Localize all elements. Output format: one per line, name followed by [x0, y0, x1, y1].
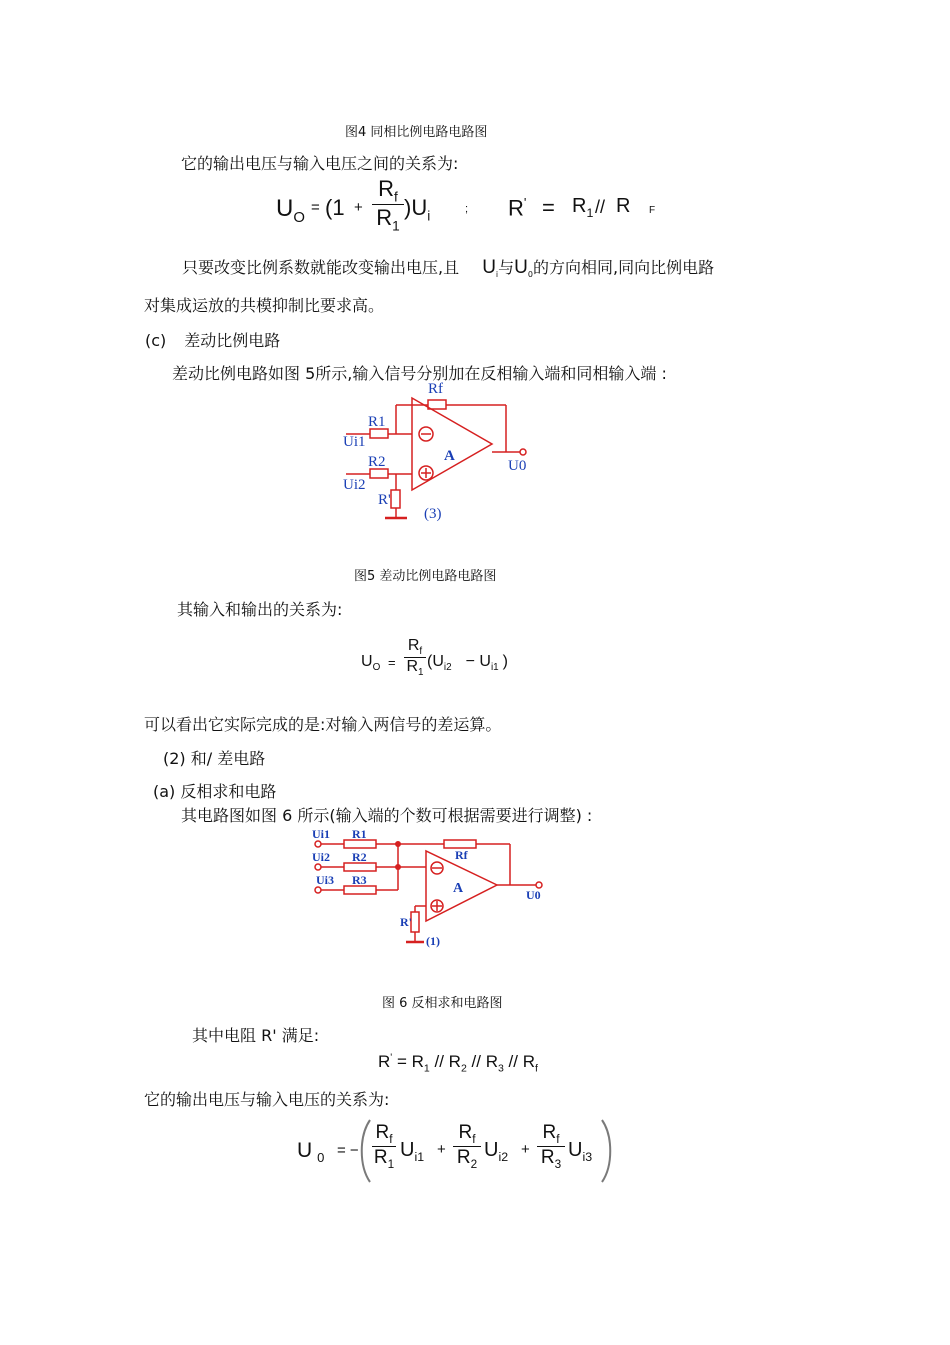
eq-fraction: $R_f$ $R_1$: [372, 176, 404, 234]
sum-plus-1: +: [437, 1141, 446, 1158]
sum-resistor-equation: $R' = R_1 // R_2 // R_3 // R_f$: [378, 1052, 538, 1075]
diff-label-r1: R1: [368, 414, 386, 430]
eq-r1: $R_1$: [572, 195, 594, 220]
left-paren: [358, 1118, 372, 1184]
right-paren: [600, 1118, 614, 1184]
eq-rf: R: [616, 195, 631, 217]
sum-label-ui3: Ui3: [316, 873, 334, 887]
sum-label-out: U0: [526, 888, 541, 902]
sum-term-u1: $U_{i1}$: [400, 1139, 425, 1164]
sum-label-rp: R': [400, 915, 412, 929]
sum-plus-2: +: [521, 1141, 530, 1158]
sum-label-r1: R1: [352, 827, 367, 841]
sum-resistor-intro: 其中电阻 R' 满足:: [192, 1026, 320, 1045]
eq-par: //: [595, 197, 606, 217]
diff-conclusion: 可以看出它实际完成的是:对输入两信号的差运算。: [144, 715, 502, 734]
noninv-paragraph-line1: 只要改变比例系数就能改变输出电压,且 $U_i$与$U_0$的方向相同,同向比例电路: [182, 257, 715, 280]
sum-frac-1: $R_f$ $R_1$: [373, 1122, 395, 1171]
eq-rf-sub: F: [649, 205, 656, 216]
diff-eq-rest: ($U_{i2} - U_{i1}$ ): [427, 653, 508, 674]
sum-label-ui2: Ui2: [312, 850, 330, 864]
sum-eq-lhs: U $_0$: [297, 1139, 325, 1166]
sum-label-amp: A: [453, 881, 464, 896]
eq-rprime: R': [508, 195, 527, 221]
eq-rp-eq: =: [542, 195, 555, 220]
diff-eq-fraction: $R_f$ $R_1$: [404, 637, 426, 678]
diff-label-ui2: Ui2: [343, 477, 366, 493]
eq-close: )$U_i$: [404, 195, 431, 224]
sum-label-ui1: Ui1: [312, 827, 330, 841]
sum-subheading: (a) 反相求和电路: [153, 782, 277, 801]
sum-frac-3: $R_f$ $R_3$: [537, 1122, 565, 1171]
diff-label-rf: Rf: [428, 381, 443, 397]
sum-heading: (2) 和/ 差电路: [163, 749, 266, 768]
fig6-caption: 图 6 反相求和电路图: [382, 996, 503, 1011]
eq-open: (1: [325, 195, 345, 220]
fig5-caption: 图5 差动比例电路电路图: [354, 569, 497, 584]
diff-label-r2: R2: [368, 454, 386, 470]
diff-heading: (c) 差动比例电路: [145, 331, 281, 350]
eq-lhs: $U_O$: [276, 195, 305, 226]
sum-frac-2: $R_f$ $R_2$: [453, 1122, 481, 1171]
sum-label-r3: R3: [352, 873, 367, 887]
diff-circuit-diagram: [340, 378, 540, 528]
diff-eq-equals: =: [388, 655, 396, 670]
noninv-relation-intro: 它的输出电压与输入电压之间的关系为:: [181, 154, 459, 173]
diff-label-rp: R': [378, 492, 391, 508]
sum-term-u3: $U_{i3}$: [568, 1139, 593, 1164]
sum-intro: 其电路图如图 6 所示(输入端的个数可根据需要进行调整) :: [181, 806, 593, 825]
sum-label-r2: R2: [352, 850, 367, 864]
opamp-triangle: [412, 398, 492, 490]
fig4-caption: 图4 同相比例电路电路图: [345, 125, 488, 140]
sum-eq-equals: = −: [337, 1142, 359, 1159]
sum-term-u2: $U_{i2}$: [484, 1139, 509, 1164]
diff-label-out: U0: [508, 458, 527, 474]
eq-equals: =: [311, 199, 320, 216]
eq-sep: ;: [465, 203, 469, 215]
diff-label-num: (3): [424, 506, 442, 522]
diff-eq-lhs: $U_O$: [361, 653, 381, 674]
sum-relation-intro: 它的输出电压与输入电压的关系为:: [144, 1090, 390, 1109]
noninv-paragraph-line2: 对集成运放的共模抑制比要求高。: [144, 296, 385, 315]
sum-label-num: (1): [426, 934, 440, 948]
eq-plus: +: [354, 199, 363, 216]
diff-label-ui1: Ui1: [343, 434, 366, 450]
sum-label-rf: Rf: [455, 848, 468, 862]
diff-label-amp: A: [444, 448, 455, 464]
diff-relation-intro: 其输入和输出的关系为:: [177, 600, 343, 619]
sum-circuit-diagram: [310, 826, 550, 954]
diff-intro: 差动比例电路如图 5所示,输入信号分别加在反相输入端和同相输入端 :: [172, 364, 667, 383]
